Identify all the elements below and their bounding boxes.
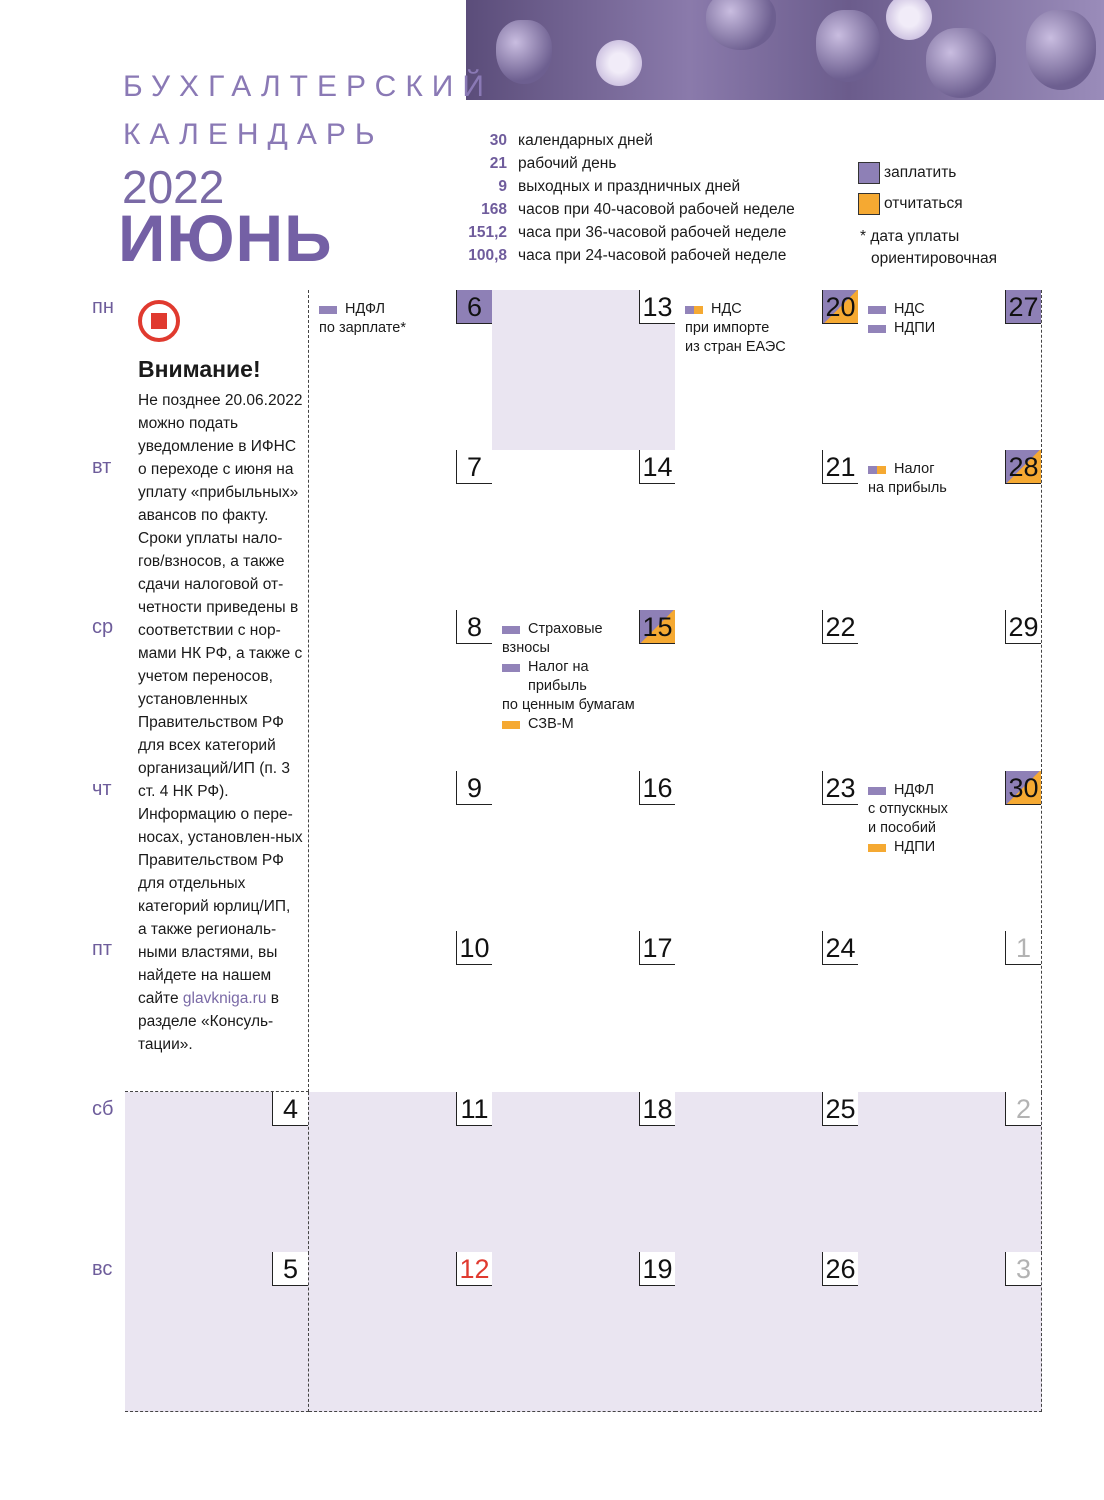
pay-marker-icon	[319, 306, 337, 314]
day-number: 20	[822, 290, 858, 324]
weekday-wed: ср	[92, 616, 114, 638]
event-text: Страховые	[528, 621, 603, 637]
day-number: 18	[639, 1092, 675, 1126]
day-cell	[492, 450, 676, 612]
pay-swatch-icon	[858, 162, 880, 184]
day-cell	[492, 610, 676, 772]
day-number: 27	[1005, 290, 1041, 324]
report-marker-icon	[868, 844, 886, 852]
event-list	[319, 300, 455, 338]
day-cell	[492, 1252, 676, 1412]
day-cell	[858, 1252, 1042, 1412]
day-cell	[125, 1092, 309, 1254]
stat-label: выходных и праздничных дней	[518, 178, 741, 195]
day-cell	[309, 1252, 493, 1412]
event-item	[685, 300, 821, 357]
stat-label: часов при 40-часовой рабочей неделе	[518, 201, 795, 218]
day-number: 10	[456, 931, 492, 965]
day-number: 15	[639, 610, 675, 644]
event-text: НДПИ	[894, 839, 936, 855]
strawberry-image	[496, 20, 552, 84]
day-number: 29	[1005, 610, 1041, 644]
legend-label: заплатить	[884, 164, 957, 181]
stat-number: 21	[489, 155, 507, 172]
day-number: 13	[639, 290, 675, 324]
day-cell	[309, 931, 493, 1093]
notice-body: Не позднее 20.06.2022 можно подать уведомление в ИФНС о переходе с июня на уплату «прибыльных» авансов по факту. Сроки уплаты нало-гов/взносов, а также сдачи налоговой от-четности приведены в соответствии с нор-мами НК РФ, а также с учетом переносов, установленных Правительством РФ для всех категорий организаций/ИП (п. 3 ст. 4 НК РФ). Информацию о пере-носах, установлен-ных Правительством РФ для отдельных категорий юрлиц/ИП, а также региональ-ными властями, вы найдете на нашем сайте	[138, 392, 303, 1007]
pay-marker-icon	[502, 664, 520, 672]
day-number: 8	[456, 610, 492, 644]
strawberry-image	[926, 28, 996, 98]
stat-number: 151,2	[468, 224, 507, 241]
event-text: с отпускных	[868, 801, 948, 817]
weekday-sat: сб	[92, 1098, 114, 1120]
event-text: и пособий	[868, 820, 937, 836]
title-line-1: БУХГАЛТЕРСКИЙ	[123, 70, 493, 103]
day-number: 21	[822, 450, 858, 484]
day-cell	[858, 290, 1042, 452]
day-cell	[675, 290, 859, 452]
event-text: Налог на прибыль	[528, 659, 589, 694]
stop-icon	[138, 300, 180, 342]
notice-body-end: в разделе «Консуль-тации».	[138, 990, 280, 1053]
day-number: 25	[822, 1092, 858, 1126]
pay-marker-icon	[868, 787, 886, 795]
day-number: 26	[822, 1252, 858, 1286]
day-number: 7	[456, 450, 492, 484]
day-number: 1	[1005, 931, 1041, 965]
event-item	[868, 781, 1004, 838]
weekday-thu: чт	[92, 778, 112, 800]
event-list	[868, 460, 1004, 498]
event-list	[502, 620, 638, 734]
day-cell	[675, 1252, 859, 1412]
event-text: НДПИ	[894, 320, 936, 336]
day-cell	[125, 1252, 309, 1412]
report-swatch-icon	[858, 193, 880, 215]
day-cell	[492, 1092, 676, 1254]
event-text: при импорте	[685, 320, 770, 336]
event-text: Налог	[894, 461, 935, 477]
pay-marker-icon	[502, 626, 520, 634]
legend-label: отчитаться	[884, 195, 963, 212]
day-number: 11	[456, 1092, 492, 1126]
event-item	[502, 620, 638, 658]
event-text: по ценным бумагам	[502, 697, 635, 713]
day-cell	[858, 931, 1042, 1093]
legend-note	[860, 226, 997, 270]
day-number: 30	[1005, 771, 1041, 805]
day-number: 5	[272, 1252, 308, 1286]
day-number: 3	[1005, 1252, 1041, 1286]
stat-number: 30	[489, 132, 507, 149]
day-cell	[309, 610, 493, 772]
day-number: 4	[272, 1092, 308, 1126]
day-number: 28	[1005, 450, 1041, 484]
event-list	[868, 781, 1004, 857]
day-cell	[675, 931, 859, 1093]
day-cell	[492, 290, 676, 452]
event-text: СЗВ-М	[528, 716, 574, 732]
day-cell	[858, 610, 1042, 772]
day-number: 6	[456, 290, 492, 324]
event-text: из стран ЕАЭС	[685, 339, 786, 355]
stat-number: 100,8	[468, 247, 507, 264]
report-marker-icon	[502, 721, 520, 729]
day-cell	[858, 450, 1042, 612]
day-cell	[675, 610, 859, 772]
day-number: 23	[822, 771, 858, 805]
day-cell	[858, 771, 1042, 933]
year: 2022	[122, 161, 225, 213]
weekday-tue: вт	[92, 456, 112, 478]
notice-title: Внимание!	[138, 356, 261, 382]
day-cell	[675, 450, 859, 612]
stat-label: часа при 36-часовой рабочей неделе	[518, 224, 787, 241]
weekday-mon: пн	[92, 296, 114, 318]
event-text: НДФЛ	[894, 782, 935, 798]
stat-number: 168	[481, 201, 507, 218]
pay-marker-icon	[868, 306, 886, 314]
pay-report-marker-icon	[685, 306, 703, 314]
day-number: 22	[822, 610, 858, 644]
day-number: 19	[639, 1252, 675, 1286]
event-list	[685, 300, 821, 357]
event-item	[502, 715, 638, 734]
day-cell	[309, 450, 493, 612]
event-text: НДФЛ	[345, 301, 386, 317]
pay-marker-icon	[868, 325, 886, 333]
stat-number: 9	[498, 178, 507, 195]
day-number: 2	[1005, 1092, 1041, 1126]
flower-image	[886, 0, 932, 40]
event-list	[868, 300, 1004, 338]
attention-notice	[138, 300, 303, 1056]
day-cell	[309, 290, 493, 452]
day-number: 16	[639, 771, 675, 805]
pay-report-marker-icon	[868, 466, 886, 474]
event-text: НДС	[711, 301, 742, 317]
legend-note-line: * дата уплаты	[860, 228, 960, 245]
header-photo-banner	[466, 0, 1104, 100]
day-number: 9	[456, 771, 492, 805]
day-number: 17	[639, 931, 675, 965]
strawberry-image	[706, 0, 776, 50]
strawberry-image	[816, 10, 880, 82]
weekday-fri: пт	[92, 938, 112, 960]
stat-label: рабочий день	[518, 155, 617, 172]
site-link[interactable]: glavkniga.ru	[182, 990, 267, 1007]
event-item	[502, 658, 638, 715]
event-item	[868, 460, 1004, 498]
day-number: 14	[639, 450, 675, 484]
day-number: 12	[456, 1252, 492, 1286]
legend-note-line: ориентировочная	[871, 250, 998, 267]
day-cell	[675, 1092, 859, 1254]
event-item	[868, 300, 1004, 319]
event-item	[319, 300, 455, 338]
title-line-2: КАЛЕНДАРЬ	[123, 118, 384, 151]
day-cell	[858, 1092, 1042, 1254]
flower-image	[596, 40, 642, 86]
day-cell	[492, 771, 676, 933]
event-text: по зарплате*	[319, 320, 406, 336]
event-text: на прибыль	[868, 480, 947, 496]
day-number: 24	[822, 931, 858, 965]
day-cell	[309, 771, 493, 933]
event-item	[868, 319, 1004, 338]
notice-text	[138, 389, 303, 1056]
stat-label: часа при 24-часовой рабочей неделе	[518, 247, 787, 264]
weekday-sun: вс	[92, 1258, 113, 1280]
month-title: ИЮНЬ	[118, 201, 333, 275]
strawberry-image	[1026, 10, 1096, 90]
day-cell	[492, 931, 676, 1093]
day-cell	[309, 1092, 493, 1254]
day-cell	[675, 771, 859, 933]
event-text: НДС	[894, 301, 925, 317]
event-item	[868, 838, 1004, 857]
event-text: взносы	[502, 640, 550, 656]
stat-label: календарных дней	[518, 132, 653, 149]
